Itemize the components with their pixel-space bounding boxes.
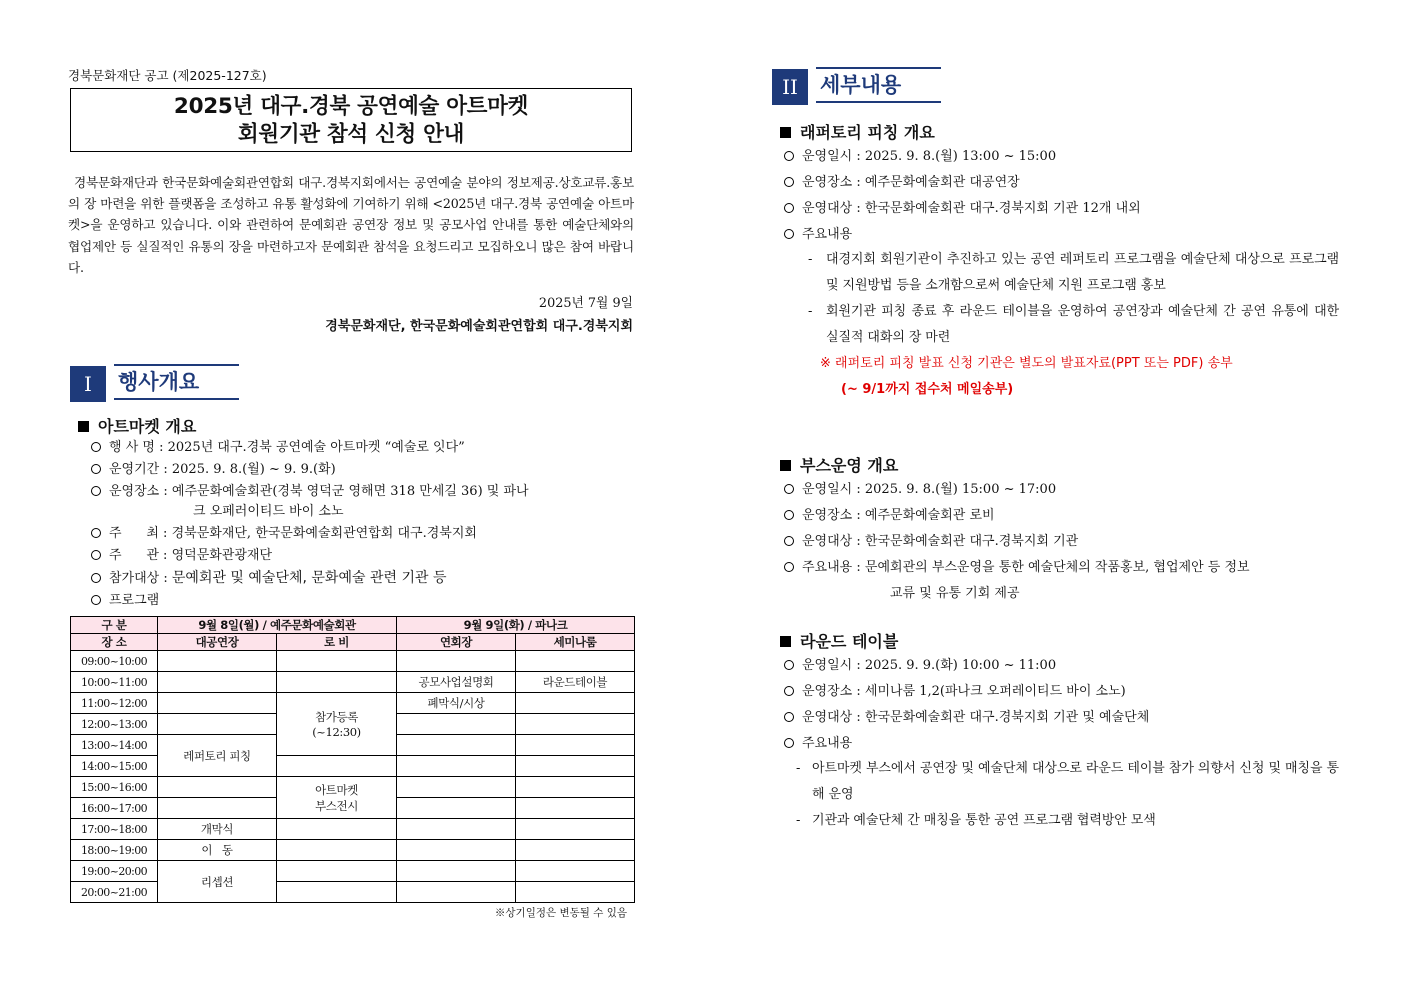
section-1-number: I bbox=[70, 366, 106, 402]
booth-operation-list bbox=[784, 480, 1339, 604]
time-cell: 18:00~19:00 bbox=[71, 840, 158, 861]
table-cell: 레퍼토리 피칭 bbox=[158, 735, 277, 777]
table-row bbox=[71, 756, 635, 777]
repertoire-pitching-heading: 래퍼토리 피칭 개요 bbox=[780, 120, 935, 143]
circle-bullet-icon bbox=[784, 660, 794, 670]
circle-bullet-icon bbox=[784, 203, 794, 213]
list-item-continued: 크 오페러이티드 바이 소노 bbox=[193, 504, 344, 519]
notice-number: 경북문화재단 공고 (제2025-127호) bbox=[68, 68, 267, 83]
circle-bullet-icon bbox=[784, 738, 794, 748]
table-row bbox=[71, 882, 635, 903]
list-item: 참가대상 : 문예회관 및 예술단체, 문화예술 관련 기관 등 bbox=[91, 568, 529, 589]
table-row bbox=[71, 693, 635, 714]
repertoire-pitching-list bbox=[784, 147, 1339, 403]
list-item-continued: 교류 및 유통 기회 제공 bbox=[890, 586, 1020, 601]
circle-bullet-icon bbox=[784, 177, 794, 187]
time-cell: 15:00~16:00 bbox=[71, 777, 158, 798]
table-cell: 아트마켓 부스전시 bbox=[277, 777, 397, 819]
list-item: 운영대상 : 한국문화예술회관 대구.경북지회 기관 bbox=[784, 532, 1339, 552]
list-item: 주요내용 bbox=[784, 734, 1339, 754]
time-cell: 16:00~17:00 bbox=[71, 798, 158, 819]
table-row bbox=[71, 819, 635, 840]
table-cell: 이 동 bbox=[158, 840, 277, 861]
time-cell: 12:00~13:00 bbox=[71, 714, 158, 735]
time-cell: 13:00~14:00 bbox=[71, 735, 158, 756]
circle-bullet-icon bbox=[784, 229, 794, 239]
booth-operation-heading: 부스운영 개요 bbox=[780, 453, 898, 476]
circle-bullet-icon bbox=[784, 536, 794, 546]
list-item: 주 관 : 영덕문화관광재단 bbox=[91, 546, 529, 566]
issuing-organizations: 경북문화재단, 한국문화예술회관연합회 대구.경북지회 bbox=[325, 319, 633, 334]
circle-bullet-icon bbox=[91, 573, 101, 583]
title-line-2: 회원기관 참석 신청 안내 bbox=[237, 122, 465, 147]
round-table-list bbox=[784, 656, 1339, 834]
table-cell: 참가등록 (~12:30) bbox=[277, 693, 397, 756]
table-row bbox=[71, 634, 635, 651]
list-item: 운영대상 : 한국문화예술회관 대구.경북지회 기관 12개 내외 bbox=[784, 199, 1339, 219]
list-item: 운영일시 : 2025. 9. 9.(화) 10:00 ~ 11:00 bbox=[784, 656, 1339, 676]
list-item: 운영장소 : 예주문화예술회관 로비 bbox=[784, 506, 1339, 526]
list-item: 행 사 명 : 2025년 대구.경북 공연예술 아트마켓 “예술로 잇다” bbox=[91, 438, 529, 458]
table-cell: 라운드테이블 bbox=[516, 672, 635, 693]
time-cell: 19:00~20:00 bbox=[71, 861, 158, 882]
circle-bullet-icon bbox=[91, 550, 101, 560]
submission-deadline: (~ 9/1까지 접수처 메일송부) bbox=[841, 382, 1014, 397]
time-cell: 14:00~15:00 bbox=[71, 756, 158, 777]
program-schedule-table bbox=[70, 616, 635, 903]
round-table-heading: 라운드 테이블 bbox=[780, 629, 898, 652]
header-cell: 연회장 bbox=[397, 634, 516, 651]
title-line-1: 2025년 대구.경북 공연예술 아트마켓 bbox=[173, 94, 529, 119]
table-row bbox=[71, 861, 635, 882]
submission-notice: ※ 래퍼토리 피칭 발표 신청 기관은 별도의 발표자료(PPT 또는 PDF) 송부 bbox=[820, 356, 1233, 371]
table-cell: 리셉션 bbox=[158, 861, 277, 903]
list-item: 운영장소 : 세미나룸 1,2(파나크 오퍼레이티드 바이 소노) bbox=[784, 682, 1339, 702]
table-row bbox=[71, 777, 635, 798]
time-cell: 20:00~21:00 bbox=[71, 882, 158, 903]
section-2-number: II bbox=[772, 69, 808, 105]
list-item: 운영대상 : 한국문화예술회관 대구.경북지회 기관 및 예술단체 bbox=[784, 708, 1339, 728]
notice-date: 2025년 7월 9일 bbox=[538, 296, 633, 311]
list-item: 주 최 : 경북문화재단, 한국문화예술회관연합회 대구.경북지회 bbox=[91, 524, 529, 544]
document-title-box bbox=[70, 88, 632, 152]
time-cell: 11:00~12:00 bbox=[71, 693, 158, 714]
square-bullet-icon bbox=[780, 460, 791, 471]
time-cell: 09:00~10:00 bbox=[71, 651, 158, 672]
header-cell: 구 분 bbox=[71, 617, 158, 634]
table-cell: 개막식 bbox=[158, 819, 277, 840]
header-cell: 세미나룸 bbox=[516, 634, 635, 651]
circle-bullet-icon bbox=[784, 510, 794, 520]
circle-bullet-icon bbox=[91, 528, 101, 538]
list-item: 운영일시 : 2025. 9. 8.(월) 15:00 ~ 17:00 bbox=[784, 480, 1339, 500]
intro-paragraph: 경북문화재단과 한국문화예술회관연합회 대구.경북지회에서는 공연예술 분야의 정보제공.상호교류.홍보의 장 마련을 위한 플랫폼을 조성하고 유통 활성화에 기여하기 위해 <2025년 대구.경북 공연예술 아트마켓>을 운영하고 있습니다. 이와 관련하여 문예회관 공연장 정보 및 공모사업 안내를 통한 예술단체와의 협업제안 등 실질적인 유통의 장을 마련하고자 문예회관 참석을 요청드리고 모집하오니 많은 참여 바랍니다. bbox=[68, 175, 634, 275]
time-cell: 10:00~11:00 bbox=[71, 672, 158, 693]
dash-item: - 기관과 예술단체 간 매칭을 통한 공연 프로그램 협력방안 모색 bbox=[796, 813, 1156, 828]
table-cell: 공모사업설명회 bbox=[397, 672, 516, 693]
table-cell: 폐막식/시상 bbox=[397, 693, 516, 714]
artmarket-overview-list bbox=[91, 438, 529, 611]
section-2-title: 세부내용 bbox=[816, 67, 941, 103]
list-item: 프로그램 bbox=[91, 591, 529, 611]
header-cell: 대공연장 bbox=[158, 634, 277, 651]
list-item: 주요내용 bbox=[784, 225, 1339, 245]
dash-item: - 아트마켓 부스에서 공연장 및 예술단체 대상으로 라운드 테이블 참가 의향서 신청 및 매칭을 통해 운영 bbox=[796, 761, 1339, 802]
list-item: 운영장소 : 예주문화예술회관(경북 영덕군 영해면 318 만세길 36) 및 파나 bbox=[91, 482, 529, 502]
circle-bullet-icon bbox=[784, 151, 794, 161]
square-bullet-icon bbox=[780, 636, 791, 647]
square-bullet-icon bbox=[78, 421, 89, 432]
header-cell: 9월 9일(화) / 파나크 bbox=[397, 617, 635, 634]
list-item: 운영기간 : 2025. 9. 8.(월) ~ 9. 9.(화) bbox=[91, 460, 529, 480]
time-cell: 17:00~18:00 bbox=[71, 819, 158, 840]
section-1-title: 행사개요 bbox=[114, 364, 239, 400]
circle-bullet-icon bbox=[784, 712, 794, 722]
header-cell: 장 소 bbox=[71, 634, 158, 651]
circle-bullet-icon bbox=[91, 595, 101, 605]
circle-bullet-icon bbox=[91, 442, 101, 452]
schedule-footnote: ※상기일정은 변동될 수 있음 bbox=[494, 907, 627, 919]
circle-bullet-icon bbox=[784, 686, 794, 696]
list-item: 주요내용 : 문예회관의 부스운영을 통한 예술단체의 작품홍보, 협업제안 등 정보 bbox=[784, 558, 1339, 578]
circle-bullet-icon bbox=[784, 562, 794, 572]
circle-bullet-icon bbox=[91, 486, 101, 496]
dash-item: - 회원기관 피칭 종료 후 라운드 테이블을 운영하여 공연장과 예술단체 간 공연 유통에 대한 실질적 대화의 장 마련 bbox=[808, 304, 1339, 345]
dash-item: - 대경지회 회원기관이 추진하고 있는 공연 레퍼토리 프로그램을 예술단체 대상으로 프로그램 및 지원방법 등을 소개함으로써 예술단체 지원 프로그램 홍보 bbox=[808, 252, 1339, 293]
table-row bbox=[71, 651, 635, 672]
artmarket-overview-heading: 아트마켓 개요 bbox=[78, 414, 196, 437]
table-row bbox=[71, 617, 635, 634]
list-item: 운영일시 : 2025. 9. 8.(월) 13:00 ~ 15:00 bbox=[784, 147, 1339, 167]
list-item: 운영장소 : 예주문화예술회관 대공연장 bbox=[784, 173, 1339, 193]
table-row bbox=[71, 840, 635, 861]
circle-bullet-icon bbox=[91, 464, 101, 474]
circle-bullet-icon bbox=[784, 484, 794, 494]
header-cell: 로 비 bbox=[277, 634, 397, 651]
table-row bbox=[71, 672, 635, 693]
header-cell: 9월 8일(월) / 예주문화예술회관 bbox=[158, 617, 397, 634]
square-bullet-icon bbox=[780, 127, 791, 138]
